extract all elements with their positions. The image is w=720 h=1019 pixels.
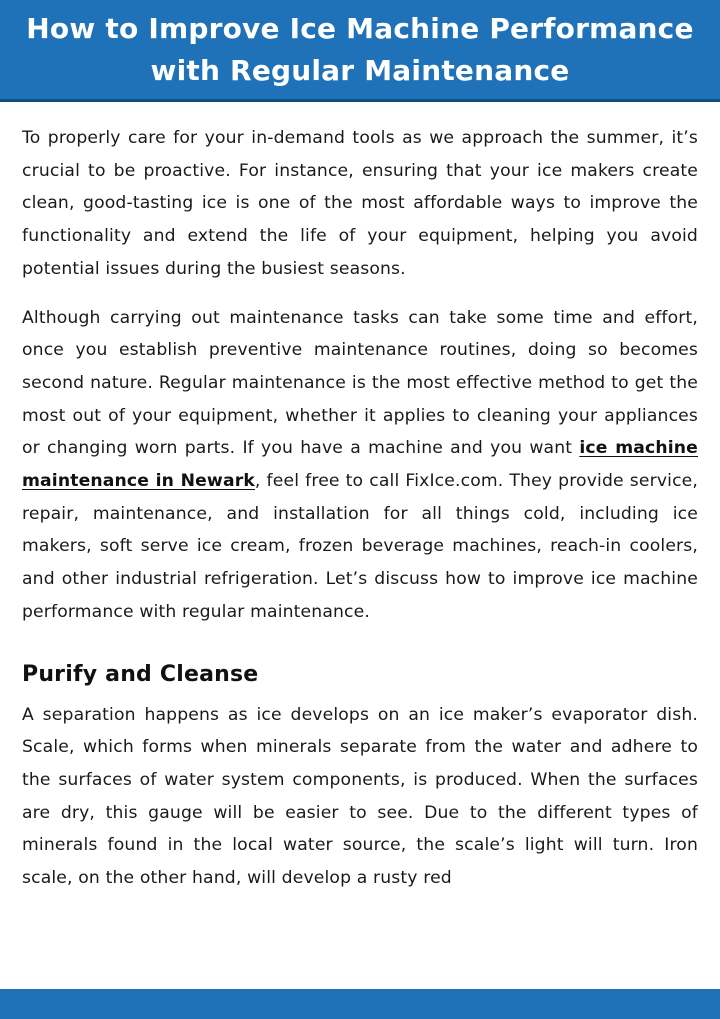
article-body	[22, 122, 698, 895]
maintenance-paragraph-text-after-link: , feel free to call FixIce.com. They provide service, repair, maintenance, and installation for all things cold, including ice makers, soft serve ice cream, frozen beverage machines, reach-in coolers, and other industrial refrigeration. Let’s discuss how to improve ice machine performance with regular maintenance.	[22, 471, 699, 622]
maintenance-paragraph	[22, 302, 698, 629]
maintenance-paragraph-text-before-link: Although carrying out maintenance tasks can take some time and effort, once you establish preventive maintenance routines, doing so becomes second nature. Regular maintenance is the most effective method to get the most out of your equipment, whether it applies to cleaning your appliances or changing worn parts. If you have a machine and you want	[22, 307, 698, 459]
section-heading: Purify and Cleanse	[22, 661, 259, 687]
footer-bar	[0, 989, 720, 1019]
section-paragraph: A separation happens as ice develops on an ice maker’s evaporator dish. Scale, which forms when minerals separate from the water and adhere to the surfaces of water system components, is produced. When the surfaces are dry, this gauge will be easier to see. Due to the different types of minerals found in the local water source, the scale’s light will turn. Iron scale, on the other hand, will develop a rusty red	[22, 704, 698, 889]
intro-paragraph: To properly care for your in-demand tools as we approach the summer, it’s crucial to be proactive. For instance, ensuring that your ice makers create clean, good-tasting ice is one of the most affordable ways to improve the functionality and extend the life of your equipment, helping you avoid potential issues during the busiest seasons.	[22, 128, 698, 279]
page-header	[0, 0, 720, 102]
ice-machine-maintenance-link[interactable]: ice machine maintenance in Newark	[22, 438, 698, 492]
page-title: How to Improve Ice Machine Performance with Regular Maintenance	[26, 11, 694, 87]
